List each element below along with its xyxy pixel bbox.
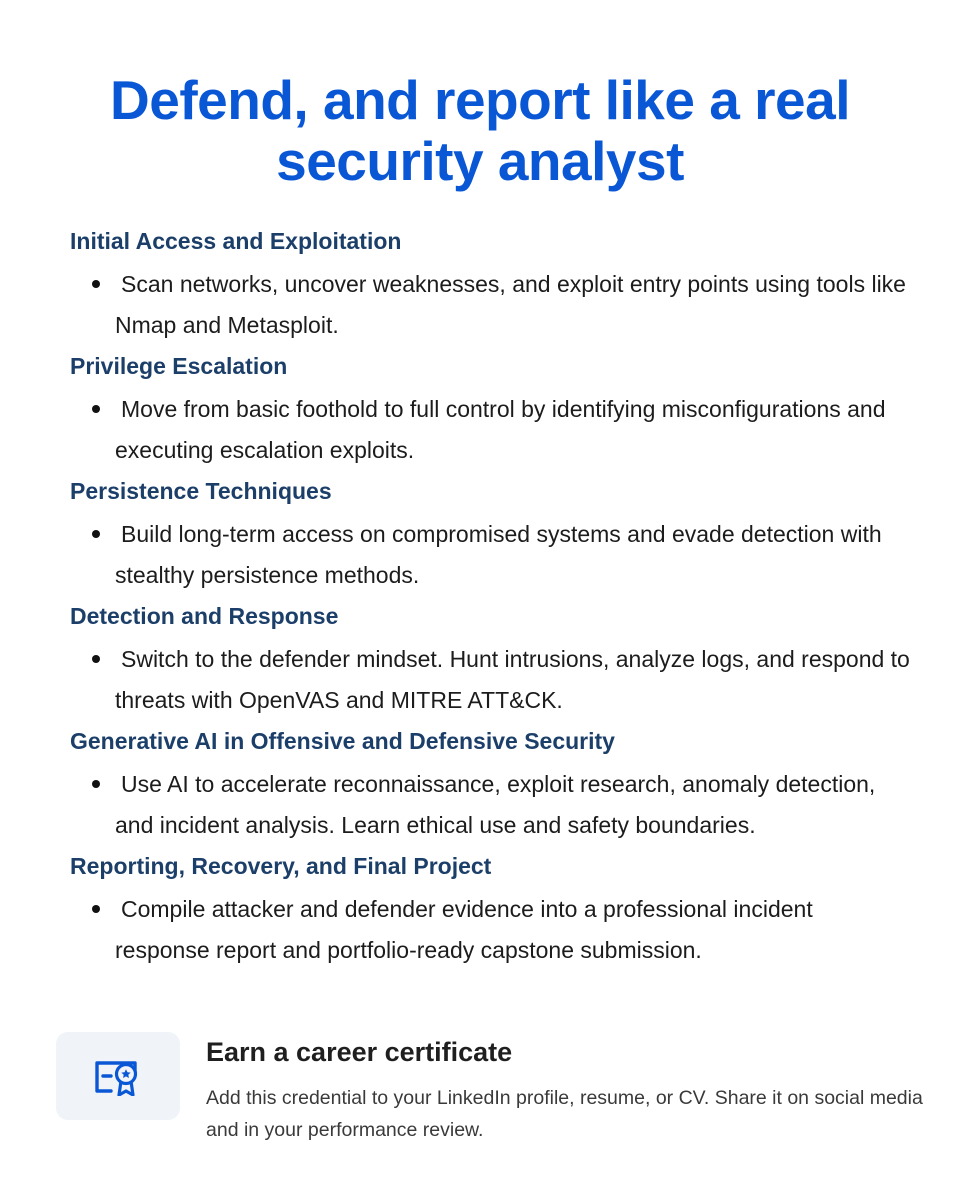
module-bullet-text: Move from basic foothold to full control by identifying misconfigurations and executing escalation exploits.: [115, 396, 886, 463]
module-bullet: [70, 639, 910, 720]
module-item: [70, 849, 910, 970]
module-item: [70, 224, 910, 345]
bullet-dot-icon: [92, 655, 100, 663]
module-heading: Detection and Response: [70, 603, 339, 629]
certificate-icon-box: [56, 1032, 180, 1120]
bullet-dot-icon: [92, 405, 100, 413]
module-heading: Generative AI in Offensive and Defensive Security: [70, 728, 615, 754]
page-title: Defend, and report like a real security analyst: [110, 69, 850, 192]
module-item: [70, 599, 910, 720]
module-item: [70, 474, 910, 595]
module-bullet: [70, 889, 910, 970]
module-heading: Initial Access and Exploitation: [70, 228, 402, 254]
module-heading: Privilege Escalation: [70, 353, 288, 379]
module-bullet: [70, 514, 910, 595]
bullet-dot-icon: [92, 780, 100, 788]
module-bullet-text: Build long-term access on compromised systems and evade detection with stealthy persistence methods.: [115, 521, 882, 588]
module-bullet-text: Use AI to accelerate reconnaissance, exploit research, anomaly detection, and incident analysis. Learn ethical use and safety boundaries.: [115, 771, 876, 838]
module-bullet-text: Compile attacker and defender evidence into a professional incident response report and portfolio-ready capstone submission.: [115, 896, 813, 963]
module-item: [70, 724, 910, 845]
module-list: [70, 224, 910, 974]
module-heading: Reporting, Recovery, and Final Project: [70, 853, 492, 879]
module-bullet: [70, 764, 910, 845]
module-bullet-text: Scan networks, uncover weaknesses, and exploit entry points using tools like Nmap and Metasploit.: [115, 271, 906, 338]
module-bullet-text: Switch to the defender mindset. Hunt intrusions, analyze logs, and respond to threats with OpenVAS and MITRE ATT&CK.: [115, 646, 910, 713]
certificate-title: Earn a career certificate: [206, 1037, 513, 1067]
bullet-dot-icon: [92, 530, 100, 538]
certificate-icon: [93, 1056, 143, 1096]
module-bullet: [70, 389, 910, 470]
module-heading: Persistence Techniques: [70, 478, 332, 504]
bullet-dot-icon: [92, 280, 100, 288]
module-bullet: [70, 264, 910, 345]
certificate-description: Add this credential to your LinkedIn profile, resume, or CV. Share it on social media and in your performance review.: [206, 1087, 923, 1141]
certificate-section: [56, 1032, 936, 1172]
module-item: [70, 349, 910, 470]
bullet-dot-icon: [92, 905, 100, 913]
